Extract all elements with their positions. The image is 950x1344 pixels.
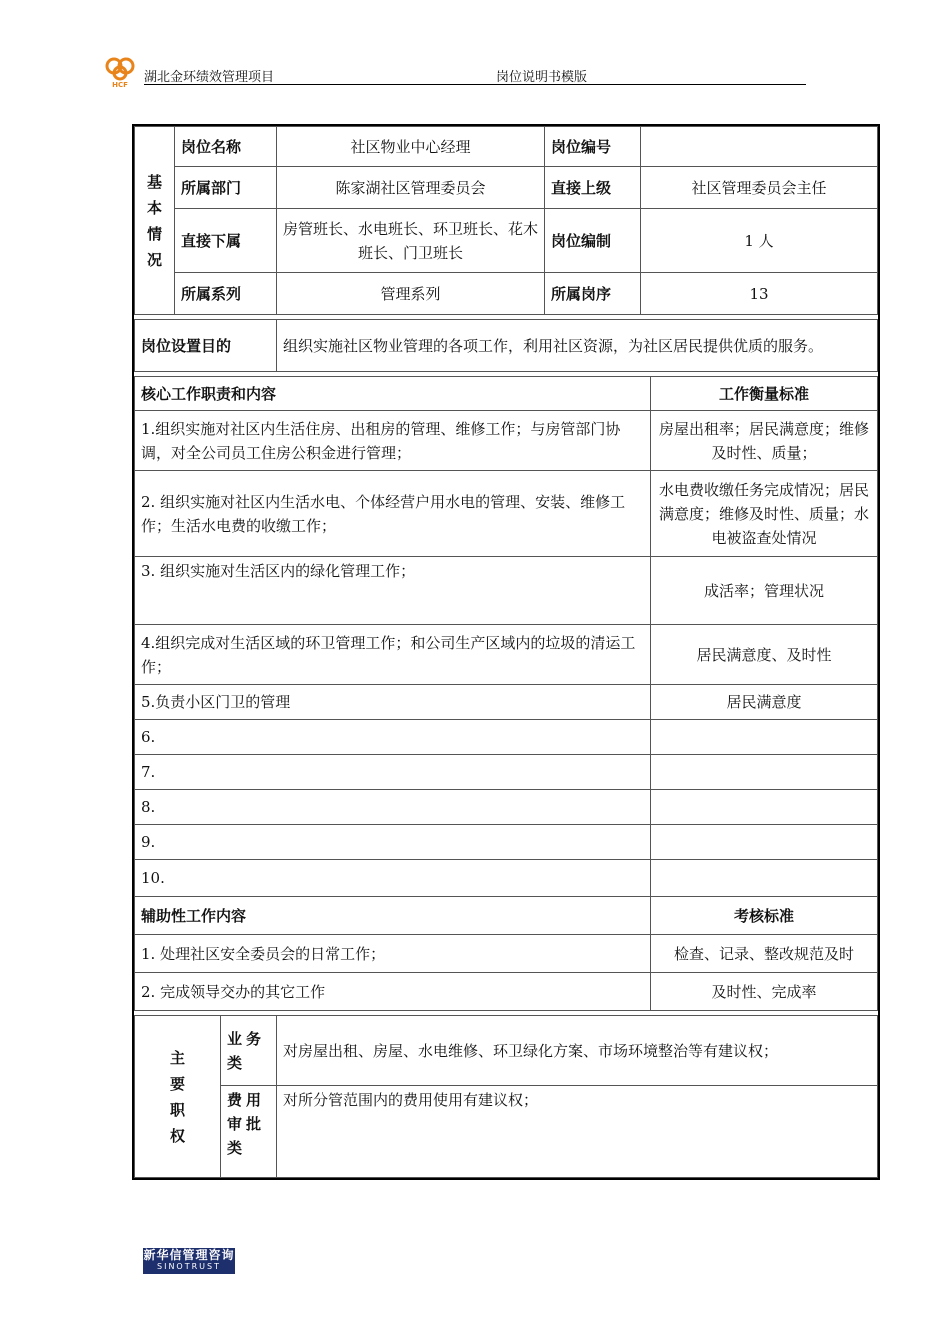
authority-table bbox=[134, 1015, 878, 1178]
value-position-code bbox=[641, 127, 878, 167]
aux-duty-cell: 1. 处理社区安全委员会的日常工作； bbox=[135, 935, 651, 973]
standard-cell: 居民满意度 bbox=[651, 685, 878, 720]
label-department: 所属部门 bbox=[175, 167, 277, 209]
value-headcount: 1 人 bbox=[641, 209, 878, 273]
core-duties-table bbox=[134, 376, 878, 1011]
table-row bbox=[135, 471, 878, 557]
basic-row bbox=[135, 209, 878, 273]
table-row bbox=[135, 755, 878, 790]
duty-cell: 1.组织实施对社区内生活住房、出租房的管理、维修工作；与房管部门协调，对全公司员工住房公积金进行管理； bbox=[135, 411, 651, 471]
standard-cell bbox=[651, 860, 878, 897]
purpose-text: 组织实施社区物业管理的各项工作，利用社区资源，为社区居民提供优质的服务。 bbox=[277, 320, 878, 372]
purpose-label: 岗位设置目的 bbox=[135, 320, 277, 372]
standard-cell bbox=[651, 720, 878, 755]
value-position-name: 社区物业中心经理 bbox=[277, 127, 545, 167]
basic-row bbox=[135, 273, 878, 315]
standard-cell: 房屋出租率；居民满意度；维修及时性、质量； bbox=[651, 411, 878, 471]
table-row bbox=[135, 790, 878, 825]
table-row bbox=[135, 720, 878, 755]
value-department: 陈家湖社区管理委员会 bbox=[277, 167, 545, 209]
duty-cell: 3. 组织实施对生活区内的绿化管理工作； bbox=[135, 557, 651, 625]
label-subordinates: 直接下属 bbox=[175, 209, 277, 273]
authority-text: 对所分管范围内的费用使用有建议权； bbox=[277, 1086, 878, 1178]
label-grade: 所属岗序 bbox=[545, 273, 641, 315]
duty-cell: 8. bbox=[135, 790, 651, 825]
table-row bbox=[135, 825, 878, 860]
sinotrust-logo bbox=[143, 1248, 235, 1274]
table-row bbox=[135, 685, 878, 720]
authority-row bbox=[135, 1016, 878, 1086]
core-header-row bbox=[135, 377, 878, 411]
basic-section-text: 基本情况 bbox=[146, 172, 162, 269]
value-subordinates: 房管班长、水电班长、环卫班长、花木班长、门卫班长 bbox=[277, 209, 545, 273]
label-position-name: 岗位名称 bbox=[175, 127, 277, 167]
authority-type: 费用审批类 bbox=[221, 1086, 277, 1178]
standard-cell bbox=[651, 825, 878, 860]
footer-brand-en: SINOTRUST bbox=[157, 1262, 221, 1271]
hcf-logo-icon bbox=[100, 55, 140, 89]
authority-label-text: 主要职权 bbox=[169, 1048, 185, 1145]
value-grade: 13 bbox=[641, 273, 878, 315]
duty-cell: 5.负责小区门卫的管理 bbox=[135, 685, 651, 720]
table-row bbox=[135, 625, 878, 685]
duty-cell: 9. bbox=[135, 825, 651, 860]
page-header bbox=[100, 55, 806, 89]
job-description-form bbox=[132, 124, 880, 1180]
value-series: 管理系列 bbox=[277, 273, 545, 315]
authority-type: 业务类 bbox=[221, 1016, 277, 1086]
duty-cell: 2. 组织实施对社区内生活水电、个体经营户用水电的管理、安装、维修工作；生活水电费的收缴工作； bbox=[135, 471, 651, 557]
label-series: 所属系列 bbox=[175, 273, 277, 315]
value-supervisor: 社区管理委员会主任 bbox=[641, 167, 878, 209]
table-row bbox=[135, 935, 878, 973]
standard-cell: 水电费收缴任务完成情况；居民满意度；维修及时性、质量；水电被盗查处情况 bbox=[651, 471, 878, 557]
aux-standard-cell: 检查、记录、整改规范及时 bbox=[651, 935, 878, 973]
label-position-code: 岗位编号 bbox=[545, 127, 641, 167]
basic-section-label bbox=[135, 127, 175, 315]
standard-cell: 成活率；管理状况 bbox=[651, 557, 878, 625]
label-headcount: 岗位编制 bbox=[545, 209, 641, 273]
authority-label bbox=[135, 1016, 221, 1178]
label-supervisor: 直接上级 bbox=[545, 167, 641, 209]
table-row bbox=[135, 411, 878, 471]
footer-brand: 新华信管理咨询 bbox=[143, 1248, 235, 1262]
doc-title: 岗位说明书模版 bbox=[496, 70, 588, 85]
aux-duty-cell: 2. 完成领导交办的其它工作 bbox=[135, 973, 651, 1011]
logo-text: HCF bbox=[112, 81, 128, 89]
table-row bbox=[135, 557, 878, 625]
standard-cell bbox=[651, 790, 878, 825]
core-header-left: 核心工作职责和内容 bbox=[135, 377, 651, 411]
basic-row bbox=[135, 127, 878, 167]
project-title: 湖北金环绩效管理项目 bbox=[144, 70, 275, 85]
duty-cell: 10. bbox=[135, 860, 651, 897]
purpose-table bbox=[134, 319, 878, 372]
aux-header-row bbox=[135, 897, 878, 935]
duty-cell: 4.组织完成对生活区域的环卫管理工作；和公司生产区域内的垃圾的清运工作； bbox=[135, 625, 651, 685]
basic-row bbox=[135, 167, 878, 209]
aux-header-left: 辅助性工作内容 bbox=[135, 897, 651, 935]
table-row bbox=[135, 973, 878, 1011]
duty-cell: 6. bbox=[135, 720, 651, 755]
authority-text: 对房屋出租、房屋、水电维修、环卫绿化方案、市场环境整治等有建议权； bbox=[277, 1016, 878, 1086]
basic-info-table bbox=[134, 126, 878, 315]
table-row bbox=[135, 860, 878, 897]
standard-cell bbox=[651, 755, 878, 790]
core-header-right: 工作衡量标准 bbox=[651, 377, 878, 411]
aux-standard-cell: 及时性、完成率 bbox=[651, 973, 878, 1011]
aux-header-right: 考核标准 bbox=[651, 897, 878, 935]
duty-cell: 7. bbox=[135, 755, 651, 790]
standard-cell: 居民满意度、及时性 bbox=[651, 625, 878, 685]
authority-row bbox=[135, 1086, 878, 1178]
header-rule bbox=[144, 84, 806, 85]
